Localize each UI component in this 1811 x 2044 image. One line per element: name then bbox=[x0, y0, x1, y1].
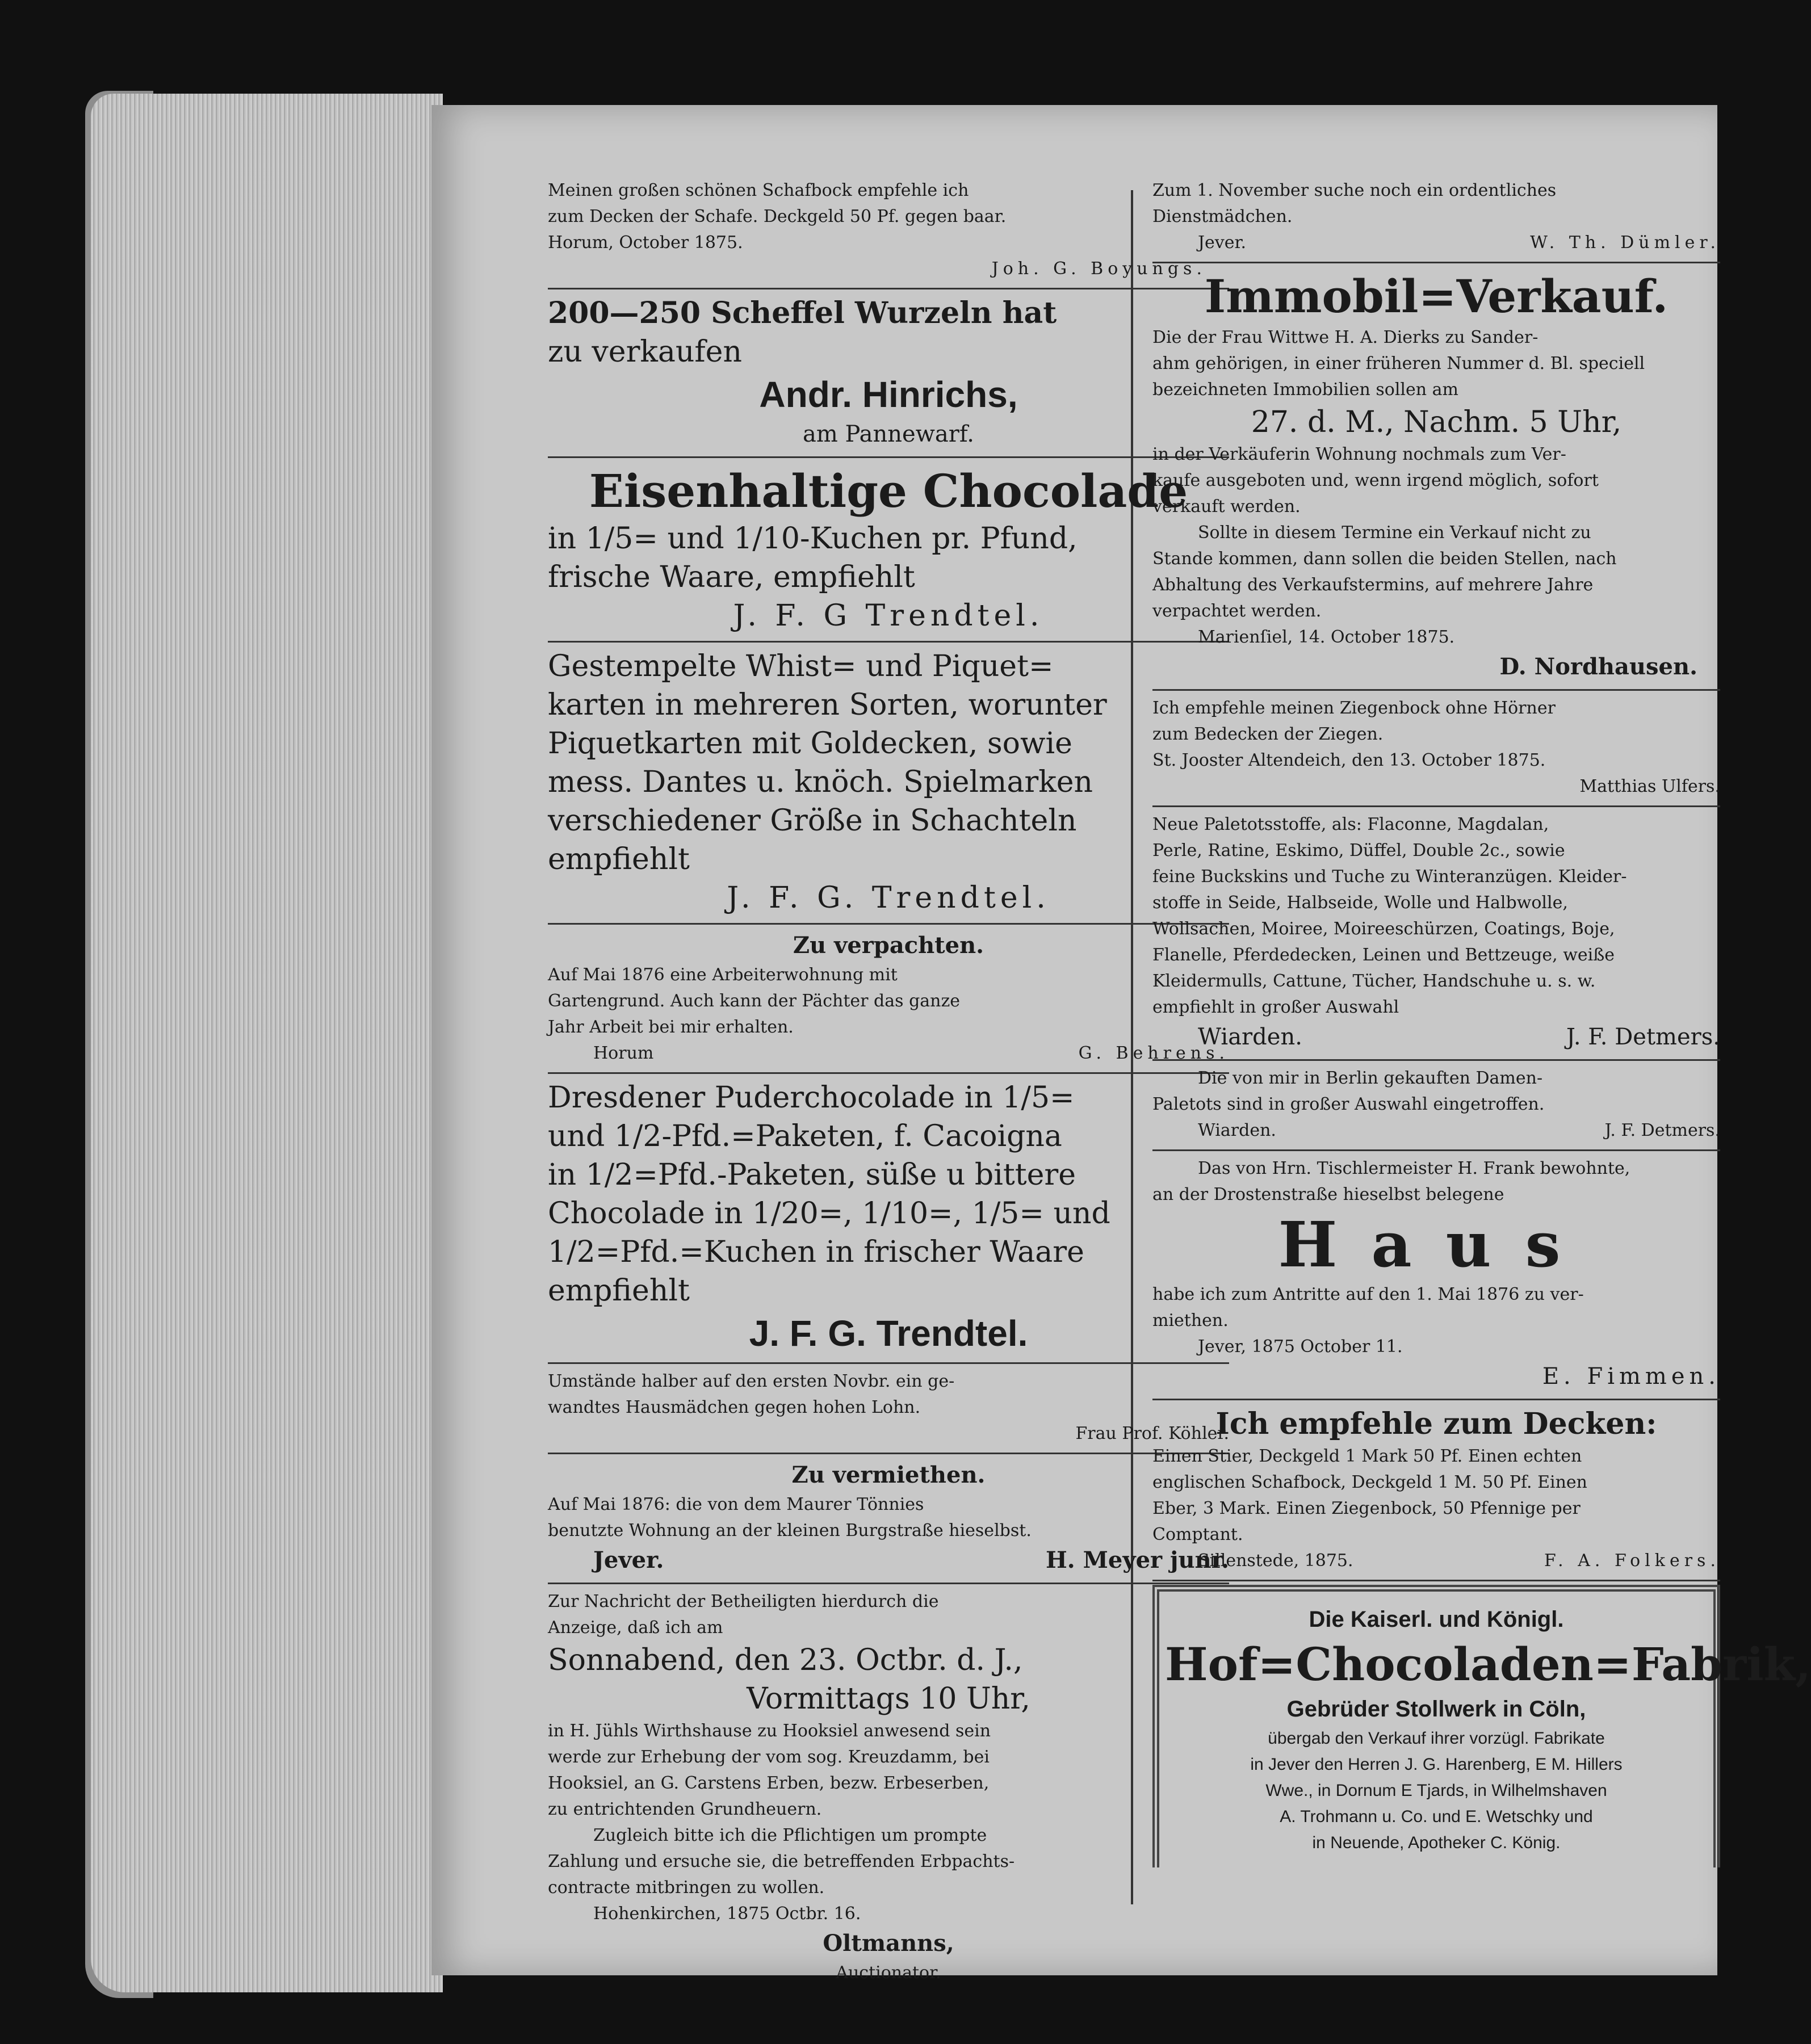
ad-text: habe ich zum Antritte auf den 1. Mai 1876 zu ver- bbox=[1152, 1285, 1584, 1304]
ad-text: Wwe., in Dornum E Tjards, in Wilhelmshaven bbox=[1265, 1781, 1607, 1800]
ad-text: in der Verkäuferin Wohnung nochmals zum Ver- bbox=[1152, 444, 1566, 464]
ad-signature: J. F. G. Trendtel. bbox=[727, 881, 1050, 915]
ad-heading: Zu verpachten. bbox=[793, 932, 984, 959]
ad-signature: J. F. G Trendtel. bbox=[733, 599, 1044, 633]
ad-text: zum Bedecken der Ziegen. bbox=[1152, 724, 1384, 744]
ad-signature-title: Auctionator. bbox=[836, 1963, 941, 1983]
ad-signature: D. Nordhausen. bbox=[1499, 653, 1697, 680]
ad-heading: Zu vermiethen. bbox=[791, 1462, 986, 1488]
ad-text: Eber, 3 Mark. Einen Ziegenbock, 50 Pfennige per bbox=[1152, 1499, 1581, 1518]
ad-heading: Hof=Chocoladen=Fabrik, bbox=[1165, 1638, 1811, 1691]
ad-text: Sollte in diesem Termine ein Verkauf nicht zu bbox=[1198, 523, 1591, 543]
ad-text: stoffe in Seide, Halbseide, Wolle und Halbwolle, bbox=[1152, 893, 1568, 913]
ad-text: Die von mir in Berlin gekauften Damen- bbox=[1198, 1068, 1543, 1088]
ad-text: Die der Frau Wittwe H. A. Dierks zu Sander- bbox=[1152, 328, 1538, 347]
ad-damen-paletots bbox=[1152, 1061, 1720, 1151]
ad-text: Gestempelte Whist= und Piquet= bbox=[548, 649, 1054, 683]
ad-text: Gebrüder Stollwerk in Cöln, bbox=[1286, 1697, 1586, 1722]
ad-heading: Ich empfehle zum Decken: bbox=[1215, 1407, 1657, 1441]
ad-text: Auf Mai 1876 eine Arbeiterwohnung mit bbox=[548, 965, 898, 985]
ad-text: karten in mehreren Sorten, worunter bbox=[548, 688, 1107, 722]
ad-text: Einen Stier, Deckgeld 1 Mark 50 Pf. Einen echten bbox=[1152, 1446, 1582, 1466]
ad-text: empfiehlt bbox=[548, 1274, 690, 1308]
ad-grundheuern bbox=[548, 1584, 1229, 1992]
ad-text: Das von Hrn. Tischlermeister H. Frank bewohnte, bbox=[1198, 1159, 1630, 1178]
ad-signature: E. Fimmen. bbox=[1542, 1363, 1720, 1390]
ad-text: in 1/2=Pfd.-Paketen, süße u bittere bbox=[548, 1158, 1076, 1192]
ad-text: frische Waare, empfiehlt bbox=[548, 560, 915, 594]
ad-text: in Neuende, Apotheker C. König. bbox=[1312, 1833, 1561, 1852]
ad-heading: Immobil=Verkauf. bbox=[1204, 270, 1669, 323]
ad-hausmaedchen bbox=[548, 1364, 1229, 1454]
ad-text: Paletots sind in großer Auswahl eingetroffen. bbox=[1152, 1094, 1545, 1114]
ad-signature: J. F. Detmers. bbox=[1566, 1024, 1720, 1050]
ad-text: Piquetkarten mit Goldecken, sowie bbox=[548, 727, 1072, 761]
ad-heading: Haus bbox=[1278, 1208, 1595, 1281]
ad-dresdener-puderchocolade bbox=[548, 1074, 1229, 1364]
ad-signature: J. F. Detmers. bbox=[1604, 1120, 1720, 1140]
ad-text: und 1/2-Pfd.=Paketen, f. Cacoigna bbox=[548, 1119, 1062, 1153]
ad-dienstmaedchen bbox=[1152, 173, 1720, 263]
ad-schafbock bbox=[548, 173, 1229, 289]
ad-place: am Pannewarf. bbox=[803, 421, 974, 447]
ad-text: wandtes Hausmädchen gegen hohen Lohn. bbox=[548, 1397, 921, 1417]
ad-text: Ich empfehle meinen Ziegenbock ohne Hörner bbox=[1152, 698, 1556, 718]
ad-text: Kleidermulls, Cattune, Tücher, Handschuhe u. s. w. bbox=[1152, 971, 1596, 991]
ad-text: zu entrichtenden Grundheuern. bbox=[548, 1799, 822, 1819]
ad-text: kaufe ausgeboten und, wenn irgend möglich, sofort bbox=[1152, 471, 1599, 490]
ad-text: verpachtet werden. bbox=[1152, 601, 1322, 621]
ad-text: Jever, 1875 October 11. bbox=[1198, 1337, 1403, 1357]
ad-signature: J. F. G. Trendtel. bbox=[749, 1313, 1028, 1354]
ad-name: Andr. Hinrichs, bbox=[759, 374, 1018, 415]
ad-text: Umstände halber auf den ersten Novbr. ein ge- bbox=[548, 1371, 955, 1391]
ad-zu-vermiethen bbox=[548, 1454, 1229, 1584]
ad-text: in 1/5= und 1/10-Kuchen pr. Pfund, bbox=[548, 522, 1078, 556]
ad-text: Neue Paletotsstoffe, als: Flaconne, Magdalan, bbox=[1152, 815, 1549, 834]
ad-signature: Frau Prof. Köhler. bbox=[1075, 1424, 1229, 1443]
ad-text: an der Drostenstraße hieselbst belegene bbox=[1152, 1185, 1504, 1204]
ad-text: Dienstmädchen. bbox=[1152, 207, 1293, 226]
ad-text: Jahr Arbeit bei mir erhalten. bbox=[548, 1017, 794, 1037]
ad-place: Jever. bbox=[593, 1547, 664, 1573]
ad-zu-verpachten bbox=[548, 925, 1229, 1074]
ad-text: ahm gehörigen, in einer früheren Nummer d. Bl. speciell bbox=[1152, 354, 1645, 373]
ad-text: Marienſiel, 14. October 1875. bbox=[1198, 627, 1455, 647]
ad-zum-decken bbox=[1152, 1400, 1720, 1581]
ad-heading: Eisenhaltige Chocolade bbox=[589, 464, 1188, 518]
ad-signature: H. Meyer junr. bbox=[1045, 1547, 1229, 1573]
ad-text: Chocolade in 1/20=, 1/10=, 1/5= und bbox=[548, 1197, 1110, 1231]
ad-place: Wiarden. bbox=[1198, 1024, 1302, 1050]
ad-signature: F. A. Folkers. bbox=[1544, 1551, 1720, 1571]
ad-paletotsstoffe bbox=[1152, 807, 1720, 1061]
ad-eisenhaltige-chocolade bbox=[548, 458, 1229, 643]
ad-text: Meinen großen schönen Schafbock empfehle ich bbox=[548, 181, 969, 200]
ad-text: Gartengrund. Auch kann der Pächter das ganze bbox=[548, 991, 961, 1011]
ad-time: Vormittags 10 Uhr, bbox=[747, 1682, 1030, 1716]
ad-text: benutzte Wohnung an der kleinen Burgstraße hieselbst. bbox=[548, 1521, 1032, 1541]
ad-text: St. Jooster Altendeich, den 13. October 1875. bbox=[1152, 750, 1546, 770]
ad-immobil-verkauf bbox=[1152, 263, 1720, 691]
ad-spielkarten bbox=[548, 643, 1229, 925]
ad-text: Horum, October 1875. bbox=[548, 233, 743, 253]
ad-text: Zum 1. November suche noch ein ordentliches bbox=[1152, 181, 1557, 200]
ad-text: in Jever den Herren J. G. Harenberg, E M. Hillers bbox=[1250, 1755, 1623, 1774]
ad-text: Hooksiel, an G. Carstens Erben, bezw. Erbeserben, bbox=[548, 1773, 990, 1793]
ad-signature: Oltmanns, bbox=[823, 1930, 954, 1957]
ad-signature: W. Th. Dümler. bbox=[1530, 233, 1720, 253]
ad-text: Perle, Ratine, Eskimo, Düffel, Double 2c., sowie bbox=[1152, 841, 1565, 861]
ad-place: Horum bbox=[593, 1043, 654, 1063]
ad-text: Hohenkirchen, 1875 Octbr. 16. bbox=[593, 1904, 861, 1924]
ad-haus bbox=[1152, 1151, 1720, 1400]
ad-place: Wiarden. bbox=[1198, 1120, 1276, 1140]
ad-text: Die Kaiserl. und Königl. bbox=[1309, 1607, 1564, 1632]
ad-text: A. Trohmann u. Co. und E. Wetschky und bbox=[1280, 1807, 1593, 1826]
ad-text: Zugleich bitte ich die Pflichtigen um prompte bbox=[593, 1825, 987, 1845]
ad-signature: Joh. G. Boyungs. bbox=[991, 259, 1206, 279]
ad-text: contracte mitbringen zu wollen. bbox=[548, 1878, 825, 1898]
ad-text: Flanelle, Pferdedecken, Leinen und Bettzeuge, weiße bbox=[1152, 945, 1615, 965]
ad-text: Abhaltung des Verkaufstermins, auf mehrere Jahre bbox=[1152, 575, 1594, 595]
ad-text: empfiehlt bbox=[548, 842, 690, 876]
right-column bbox=[1152, 173, 1811, 1867]
ad-text: verschiedener Größe in Schachteln bbox=[548, 804, 1077, 838]
ad-place: Jever. bbox=[1198, 233, 1247, 253]
ad-signature: Matthias Ulfers. bbox=[1579, 777, 1720, 796]
ad-text: bezeichneten Immobilien sollen am bbox=[1152, 380, 1458, 400]
ad-stollwerk-chocoladen-fabrik bbox=[1152, 1585, 1811, 1867]
ad-text: Auf Mai 1876: die von dem Maurer Tönnies bbox=[548, 1495, 924, 1514]
ad-signature: G. Behrens. bbox=[1078, 1043, 1229, 1063]
ad-date: Sonnabend, den 23. Octbr. d. J., bbox=[548, 1643, 1023, 1677]
ad-text: zu verkaufen bbox=[548, 335, 742, 369]
ad-ziegenbock bbox=[1152, 691, 1720, 807]
ad-date: 27. d. M., Nachm. 5 Uhr, bbox=[1251, 405, 1622, 439]
ad-text: verkauft werden. bbox=[1152, 497, 1301, 517]
ad-text: zum Decken der Schafe. Deckgeld 50 Pf. gegen baar. bbox=[548, 207, 1007, 226]
ad-text: Wollsachen, Moiree, Moireeschürzen, Coatings, Boje, bbox=[1152, 919, 1615, 939]
ad-text: mess. Dantes u. knöch. Spielmarken bbox=[548, 765, 1093, 799]
ad-text: englischen Schafbock, Deckgeld 1 M. 50 Pf. Einen bbox=[1152, 1472, 1587, 1492]
ad-text: Anzeige, daß ich am bbox=[548, 1618, 723, 1638]
ad-text: miethen. bbox=[1152, 1311, 1229, 1331]
ad-wurzeln bbox=[548, 289, 1229, 458]
ad-text: Dresdener Puderchocolade in 1/5= bbox=[548, 1081, 1075, 1115]
ad-text: in H. Jühls Wirthshause zu Hooksiel anwesend sein bbox=[548, 1721, 991, 1741]
ad-text: 200—250 Scheffel Wurzeln hat bbox=[548, 296, 1057, 330]
ad-text: 1/2=Pfd.=Kuchen in frischer Waare bbox=[548, 1235, 1084, 1269]
ad-text: Comptant. bbox=[1152, 1525, 1243, 1544]
ad-text: werde zur Erhebung der vom sog. Kreuzdamm, bei bbox=[548, 1747, 990, 1767]
ad-text: Zur Nachricht der Betheiligten hierdurch die bbox=[548, 1592, 939, 1611]
book-page-edges bbox=[91, 94, 443, 1992]
newspaper-page bbox=[431, 105, 1811, 1983]
ad-text: Sillenstede, 1875. bbox=[1198, 1551, 1353, 1571]
ad-text: Stande kommen, dann sollen die beiden Stellen, nach bbox=[1152, 549, 1617, 569]
ad-text: Zahlung und ersuche sie, die betreffenden Erbpachts- bbox=[548, 1852, 1015, 1871]
left-column bbox=[548, 173, 1229, 1992]
ad-text: empfiehlt in großer Auswahl bbox=[1152, 997, 1399, 1017]
ad-text: übergab den Verkauf ihrer vorzügl. Fabrikate bbox=[1268, 1729, 1605, 1748]
ad-text: feine Buckskins und Tuche zu Winteranzügen. Kleider- bbox=[1152, 867, 1627, 887]
